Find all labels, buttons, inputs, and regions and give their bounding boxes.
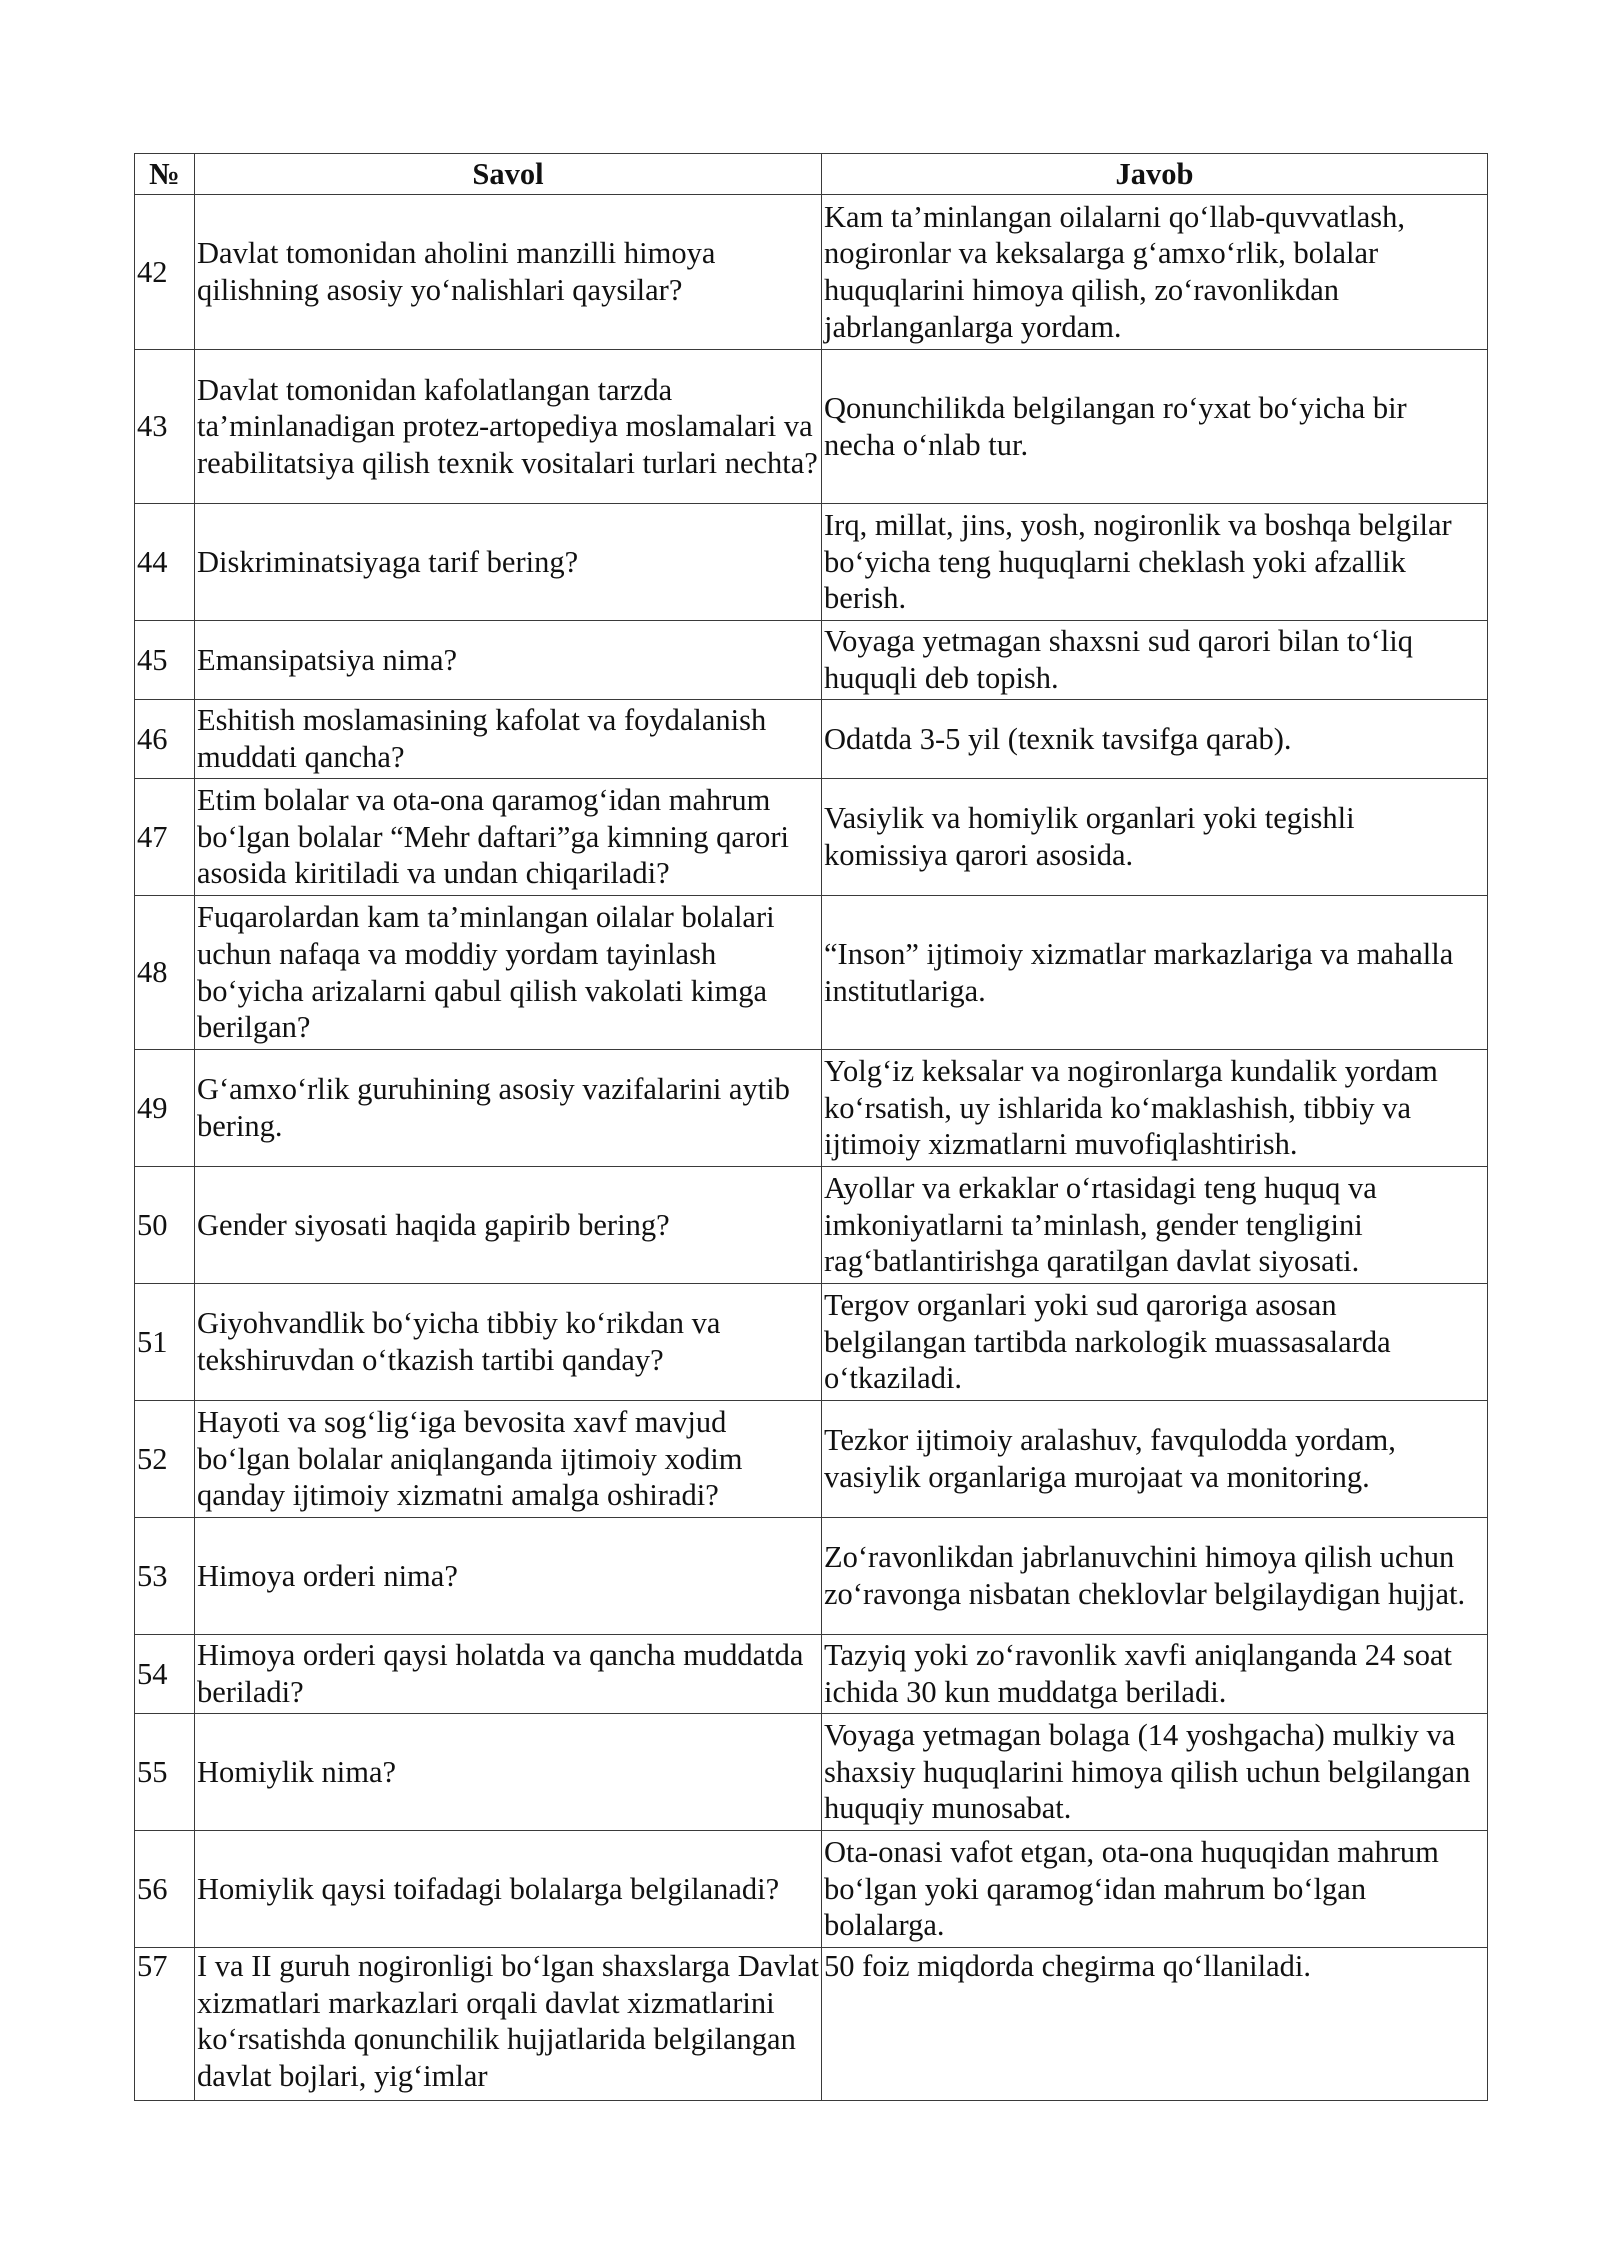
- table-row: [135, 779, 1488, 896]
- table-row: [135, 896, 1488, 1050]
- question-cell: Etim bolalar va ota-ona qaramog‘idan mahrum bo‘lgan bolalar “Mehr daftari”ga kimning qarori asosida kiritiladi va undan chiqariladi?: [195, 779, 822, 896]
- question-cell: I va II guruh nogironligi bo‘lgan shaxslarga Davlat xizmatlari markazlari orqali davlat xizmatlarini ko‘rsatishda qonunchilik hujjatlarida belgilangan davlat bojlari, yig‘imlar: [195, 1948, 822, 2101]
- table-row: [135, 1284, 1488, 1401]
- table-row: [135, 1401, 1488, 1518]
- table-row: [135, 1167, 1488, 1284]
- question-cell: Fuqarolardan kam ta’minlangan oilalar bolalari uchun nafaqa va moddiy yordam tayinlash bo‘yicha arizalarni qabul qilish vakolati kimga berilgan?: [195, 896, 822, 1050]
- question-cell: Davlat tomonidan kafolatlangan tarzda ta’minlanadigan protez-artopediya moslamalari va reabilitatsiya qilish texnik vositalari turlari nechta?: [195, 350, 822, 504]
- question-cell: Homiylik nima?: [195, 1714, 822, 1831]
- answer-cell: Ota-onasi vafot etgan, ota-ona huquqidan mahrum bo‘lgan yoki qaramog‘idan mahrum bo‘lgan bolalarga.: [822, 1831, 1488, 1948]
- row-number: 43: [135, 350, 195, 504]
- answer-cell: Qonunchilikda belgilangan ro‘yxat bo‘yicha bir necha o‘nlab tur.: [822, 350, 1488, 504]
- question-cell: Emansipatsiya nima?: [195, 621, 822, 700]
- answer-cell: Odatda 3-5 yil (texnik tavsifga qarab).: [822, 700, 1488, 779]
- row-number: 49: [135, 1050, 195, 1167]
- answer-cell: Irq, millat, jins, yosh, nogironlik va boshqa belgilar bo‘yicha teng huquqlarni cheklash yoki afzallik berish.: [822, 504, 1488, 621]
- table-row: [135, 195, 1488, 350]
- answer-cell: Voyaga yetmagan bolaga (14 yoshgacha) mulkiy va shaxsiy huquqlarini himoya qilish uchun belgilangan huquqiy munosabat.: [822, 1714, 1488, 1831]
- table-header-row: [135, 154, 1488, 195]
- answer-cell: Voyaga yetmagan shaxsni sud qarori bilan to‘liq huquqli deb topish.: [822, 621, 1488, 700]
- answer-cell: Tergov organlari yoki sud qaroriga asosan belgilangan tartibda narkologik muassasalarda o‘tkaziladi.: [822, 1284, 1488, 1401]
- answer-cell: “Inson” ijtimoiy xizmatlar markazlariga va mahalla institutlariga.: [822, 896, 1488, 1050]
- answer-cell: Tazyiq yoki zo‘ravonlik xavfi aniqlanganda 24 soat ichida 30 kun muddatga beriladi.: [822, 1635, 1488, 1714]
- question-cell: Himoya orderi nima?: [195, 1518, 822, 1635]
- question-cell: Diskriminatsiyaga tarif bering?: [195, 504, 822, 621]
- row-number: 46: [135, 700, 195, 779]
- header-question: Savol: [195, 154, 822, 195]
- header-number: №: [135, 154, 195, 195]
- question-cell: Himoya orderi qaysi holatda va qancha muddatda beriladi?: [195, 1635, 822, 1714]
- table-row: [135, 1635, 1488, 1714]
- question-cell: Eshitish moslamasining kafolat va foydalanish muddati qancha?: [195, 700, 822, 779]
- row-number: 44: [135, 504, 195, 621]
- row-number: 45: [135, 621, 195, 700]
- question-cell: Giyohvandlik bo‘yicha tibbiy ko‘rikdan va tekshiruvdan o‘tkazish tartibi qanday?: [195, 1284, 822, 1401]
- table-row: [135, 350, 1488, 504]
- table-row: [135, 1714, 1488, 1831]
- row-number: 51: [135, 1284, 195, 1401]
- row-number: 55: [135, 1714, 195, 1831]
- answer-cell: Yolg‘iz keksalar va nogironlarga kundalik yordam ko‘rsatish, uy ishlarida ko‘maklashish, tibbiy va ijtimoiy xizmatlarni muvofiqlashtirish.: [822, 1050, 1488, 1167]
- answer-cell: Ayollar va erkaklar o‘rtasidagi teng huquq va imkoniyatlarni ta’minlash, gender tengligini rag‘batlantirishga qaratilgan davlat siyosati.: [822, 1167, 1488, 1284]
- row-number: 56: [135, 1831, 195, 1948]
- question-cell: Hayoti va sog‘lig‘iga bevosita xavf mavjud bo‘lgan bolalar aniqlanganda ijtimoiy xodim qanday ijtimoiy xizmatni amalga oshiradi?: [195, 1401, 822, 1518]
- question-cell: Davlat tomonidan aholini manzilli himoya qilishning asosiy yo‘nalishlari qaysilar?: [195, 195, 822, 350]
- answer-cell: Zo‘ravonlikdan jabrlanuvchini himoya qilish uchun zo‘ravonga nisbatan cheklovlar belgilaydigan hujjat.: [822, 1518, 1488, 1635]
- answer-cell: Tezkor ijtimoiy aralashuv, favqulodda yordam, vasiylik organlariga murojaat va monitoring.: [822, 1401, 1488, 1518]
- answer-cell: Kam ta’minlangan oilalarni qo‘llab-quvvatlash, nogironlar va keksalarga g‘amxo‘rlik, bolalar huquqlarini himoya qilish, zo‘ravonlikdan jabrlanganlarga yordam.: [822, 195, 1488, 350]
- question-cell: Homiylik qaysi toifadagi bolalarga belgilanadi?: [195, 1831, 822, 1948]
- answer-cell: Vasiylik va homiylik organlari yoki tegishli komissiya qarori asosida.: [822, 779, 1488, 896]
- qa-table: [134, 153, 1488, 2101]
- table-row: [135, 1948, 1488, 2101]
- row-number: 54: [135, 1635, 195, 1714]
- row-number: 52: [135, 1401, 195, 1518]
- row-number: 53: [135, 1518, 195, 1635]
- row-number: 57: [135, 1948, 195, 2101]
- table-row: [135, 621, 1488, 700]
- table-row: [135, 1050, 1488, 1167]
- row-number: 47: [135, 779, 195, 896]
- question-cell: Gender siyosati haqida gapirib bering?: [195, 1167, 822, 1284]
- table-row: [135, 504, 1488, 621]
- row-number: 50: [135, 1167, 195, 1284]
- table-row: [135, 700, 1488, 779]
- question-cell: G‘amxo‘rlik guruhining asosiy vazifalarini aytib bering.: [195, 1050, 822, 1167]
- answer-cell: 50 foiz miqdorda chegirma qo‘llaniladi.: [822, 1948, 1488, 2101]
- table-row: [135, 1831, 1488, 1948]
- row-number: 42: [135, 195, 195, 350]
- header-answer: Javob: [822, 154, 1488, 195]
- table-row: [135, 1518, 1488, 1635]
- row-number: 48: [135, 896, 195, 1050]
